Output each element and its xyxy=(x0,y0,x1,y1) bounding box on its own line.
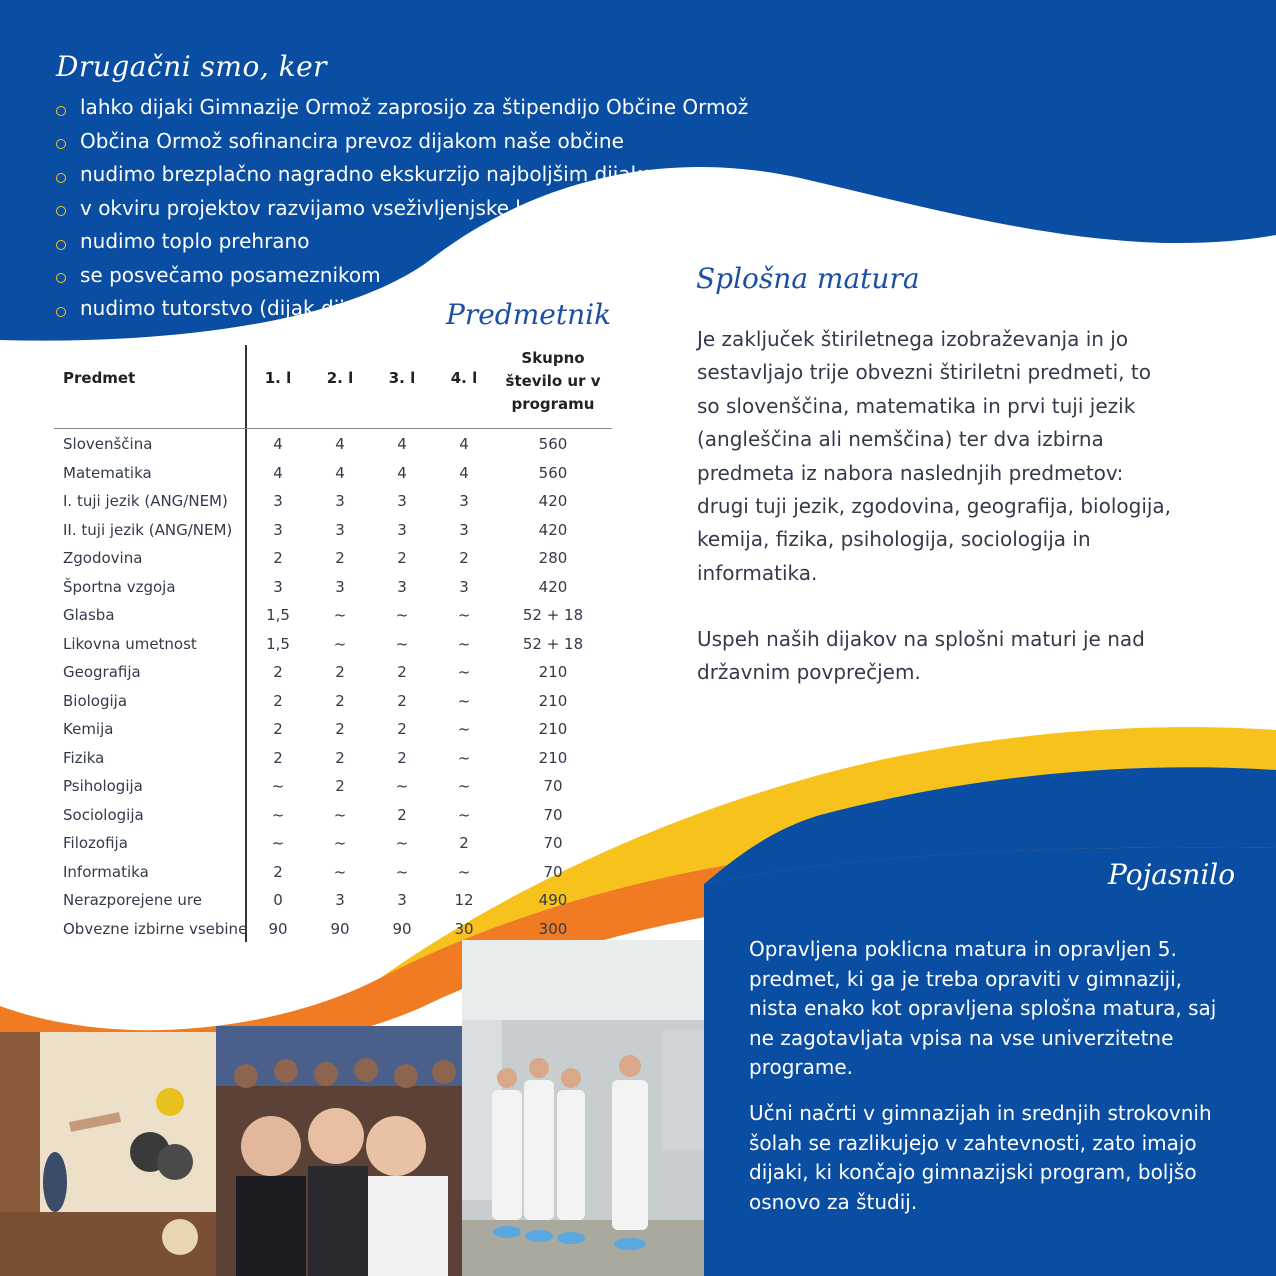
cell-year-4: ~ xyxy=(457,777,471,795)
bullet-ring-icon xyxy=(56,139,66,149)
cell-year-1: 0 xyxy=(273,891,283,909)
photo-students-group xyxy=(216,1026,462,1276)
table-row xyxy=(54,629,612,658)
cell-subject: Psihologija xyxy=(63,777,143,795)
cell-total: 70 xyxy=(543,805,563,824)
cell-year-1: 3 xyxy=(273,577,283,596)
advantage-text: nudimo toplo prehrano xyxy=(80,229,310,253)
cell-year-4: 30 xyxy=(454,919,474,938)
cell-year-4: ~ xyxy=(457,606,471,624)
cell-year-4: 12 xyxy=(454,891,474,909)
cell-subject: Športna vzgoja xyxy=(63,577,176,596)
table-row xyxy=(54,600,612,629)
table-row xyxy=(54,458,612,487)
cell-year-2: ~ xyxy=(333,634,347,653)
cell-year-4: 2 xyxy=(459,834,469,852)
table-row xyxy=(54,857,612,886)
cell-year-3: 2 xyxy=(397,663,407,681)
cell-total: 210 xyxy=(538,663,568,681)
cell-total: 210 xyxy=(538,691,568,710)
cell-year-2: 2 xyxy=(335,777,345,795)
cell-year-3: ~ xyxy=(395,606,409,624)
cell-total: 70 xyxy=(543,834,563,852)
advantage-text: se posvečamo posameznikom xyxy=(80,262,381,287)
cell-year-1: 4 xyxy=(273,463,283,482)
table-row xyxy=(54,515,612,544)
cell-year-2: 2 xyxy=(335,748,345,767)
table-row xyxy=(54,828,612,857)
cell-total: 70 xyxy=(543,862,563,881)
cell-year-4: ~ xyxy=(457,748,471,767)
cell-year-3: 2 xyxy=(397,549,407,567)
cell-total: 490 xyxy=(538,891,568,909)
cell-total: 420 xyxy=(538,492,568,510)
cell-subject: Matematika xyxy=(63,463,152,482)
cell-year-3: ~ xyxy=(395,777,409,795)
table-row xyxy=(54,686,612,715)
pojasnilo-paragraph-1: Opravljena poklicna matura in opravljen 5. predmet, ki ga je treba opraviti v gimnaziji, nista enako kot opravljena splošna matura, saj ne zagotavljata vpisa na vse univerzitetne programe. xyxy=(749,937,1217,1079)
cell-total: 420 xyxy=(538,577,568,596)
cell-year-4: 4 xyxy=(459,435,469,453)
bullet-ring-icon xyxy=(56,273,66,283)
table-row xyxy=(54,743,612,772)
cell-year-3: 2 xyxy=(397,805,407,824)
photo-school-hallway-mural xyxy=(0,1032,216,1276)
header-total-line-2: število ur v xyxy=(505,372,601,390)
advantage-item xyxy=(56,226,748,260)
table-row xyxy=(54,714,612,743)
pojasnilo-title: Pojasnilo xyxy=(1108,858,1236,891)
cell-year-1: 2 xyxy=(273,748,283,767)
cell-year-4: ~ xyxy=(457,634,471,653)
cell-year-1: ~ xyxy=(271,805,285,824)
top-title: Drugačni smo, ker xyxy=(56,50,328,83)
cell-total: 420 xyxy=(538,520,568,539)
cell-year-2: 3 xyxy=(335,577,345,596)
cell-year-3: ~ xyxy=(395,634,409,653)
cell-year-3: 2 xyxy=(397,748,407,767)
advantage-item xyxy=(56,92,748,126)
cell-year-4: 3 xyxy=(459,492,469,510)
cell-subject: Geografija xyxy=(63,663,141,681)
predmetnik-table xyxy=(54,345,612,942)
cell-subject: Fizika xyxy=(63,748,105,767)
advantage-item xyxy=(56,293,748,327)
cell-year-3: ~ xyxy=(395,834,409,852)
cell-year-1: 2 xyxy=(273,549,283,567)
cell-year-1: 2 xyxy=(273,720,283,738)
table-row xyxy=(54,885,612,914)
cell-subject: Biologija xyxy=(63,691,128,710)
cell-total: 210 xyxy=(538,748,568,767)
cell-year-2: 2 xyxy=(335,691,345,710)
cell-total: 300 xyxy=(538,919,568,938)
table-row xyxy=(54,486,612,515)
cell-year-1: 4 xyxy=(273,435,283,453)
advantage-item xyxy=(56,159,748,193)
cell-year-2: 3 xyxy=(335,492,345,510)
advantage-item xyxy=(56,260,748,294)
cell-year-4: 3 xyxy=(459,520,469,539)
advantage-item xyxy=(56,126,748,160)
cell-year-3: 3 xyxy=(397,891,407,909)
cell-year-1: 2 xyxy=(273,862,283,881)
table-row xyxy=(54,771,612,800)
cell-total: 560 xyxy=(538,435,568,453)
cell-year-1: 90 xyxy=(268,919,288,938)
cell-subject: Sociologija xyxy=(63,805,144,824)
cell-total: 70 xyxy=(543,777,563,795)
advantage-text: nudimo tutorstvo (dijak dijaku) xyxy=(80,296,389,320)
cell-year-4: 4 xyxy=(459,463,469,482)
cell-year-1: 1,5 xyxy=(266,606,290,624)
cell-year-3: 4 xyxy=(397,463,407,482)
header-year-4: 4. l xyxy=(450,369,478,387)
cell-year-2: 90 xyxy=(330,919,350,938)
cell-subject: Filozofija xyxy=(63,834,128,852)
cell-year-2: 4 xyxy=(335,463,345,482)
cell-year-3: 2 xyxy=(397,720,407,738)
advantage-item xyxy=(56,193,748,227)
cell-year-2: 3 xyxy=(335,891,345,909)
cell-year-4: ~ xyxy=(457,805,471,824)
cell-year-3: 3 xyxy=(397,577,407,596)
header-total-line-3: programu xyxy=(511,395,595,413)
cell-year-1: 1,5 xyxy=(266,634,290,653)
table-row xyxy=(54,800,612,829)
predmetnik-title: Predmetnik xyxy=(446,298,612,331)
cell-subject: Slovenščina xyxy=(63,435,153,453)
cell-year-1: 2 xyxy=(273,691,283,710)
cell-total: 52 + 18 xyxy=(522,634,584,653)
cell-year-4: ~ xyxy=(457,862,471,881)
bullet-ring-icon xyxy=(56,206,66,216)
cell-year-1: ~ xyxy=(271,834,285,852)
bullet-ring-icon xyxy=(56,240,66,250)
cell-year-4: 3 xyxy=(459,577,469,596)
bullet-ring-icon xyxy=(56,173,66,183)
cell-subject: Nerazporejene ure xyxy=(63,891,202,909)
table-row xyxy=(54,657,612,686)
matura-paragraph-2: Uspeh naših dijakov na splošni maturi je nad državnim povprečjem. xyxy=(697,627,1145,685)
cell-year-2: 3 xyxy=(335,520,345,539)
cell-year-1: ~ xyxy=(271,777,285,795)
cell-year-4: ~ xyxy=(457,691,471,710)
bullet-ring-icon xyxy=(56,106,66,116)
advantage-text: nudimo brezplačno nagradno ekskurzijo najboljšim dijakom xyxy=(80,162,674,186)
cell-subject: II. tuji jezik (ANG/NEM) xyxy=(63,520,233,539)
cell-year-4: ~ xyxy=(457,663,471,681)
pojasnilo-paragraph-2: Učni načrti v gimnazijah in srednjih strokovnih šolah se razlikujejo v zahtevnosti, zato imajo dijaki, ki končajo gimnazijski program, boljšo osnovo za študij. xyxy=(749,1101,1212,1214)
cell-total: 280 xyxy=(538,549,568,567)
advantages-list xyxy=(56,92,748,327)
bullet-ring-icon xyxy=(56,307,66,317)
cell-year-3: ~ xyxy=(395,862,409,881)
header-total-line-1: Skupno xyxy=(521,349,585,367)
cell-subject: Obvezne izbirne vsebine xyxy=(63,919,248,938)
matura-title: Splošna matura xyxy=(696,262,920,295)
advantage-text: v okviru projektov razvijamo vseživljenjske kompetence xyxy=(80,195,640,220)
cell-year-2: ~ xyxy=(333,805,347,824)
table-row xyxy=(54,914,612,943)
cell-year-4: ~ xyxy=(457,720,471,738)
advantage-text: Občina Ormož sofinancira prevoz dijakom naše občine xyxy=(80,128,624,153)
cell-year-4: 2 xyxy=(459,549,469,567)
photo-chemistry-lab xyxy=(462,940,704,1276)
table-row xyxy=(54,429,612,458)
cell-subject: Glasba xyxy=(63,606,115,624)
cell-year-1: 3 xyxy=(273,492,283,510)
matura-paragraph-1: Je zaključek štiriletnega izobraževanja in jo sestavljajo trije obvezni štiriletni predmeti, to so slovenščina, matematika in prvi tuji jezik (angleščina ali nemščina) ter dva izbirna predmeta iz nabora naslednjih predmetov: drugi tuji jezik, zgodovina, geografija, biologija, kemija, fizika, psihologija, sociologija in informatika. xyxy=(697,327,1172,585)
cell-year-2: ~ xyxy=(333,606,347,624)
cell-year-2: ~ xyxy=(333,862,347,881)
cell-subject: Kemija xyxy=(63,720,114,738)
cell-year-2: 4 xyxy=(335,435,345,453)
table-row xyxy=(54,543,612,572)
cell-year-3: 3 xyxy=(397,520,407,539)
cell-year-3: 4 xyxy=(397,435,407,453)
header-year-1: 1. l xyxy=(264,369,292,387)
table-row xyxy=(54,572,612,601)
advantage-text: lahko dijaki Gimnazije Ormož zaprosijo za štipendijo Občine Ormož xyxy=(80,95,749,119)
cell-year-2: 2 xyxy=(335,549,345,567)
table-header xyxy=(54,345,612,429)
table-body xyxy=(54,429,612,942)
header-total xyxy=(488,347,618,416)
cell-total: 560 xyxy=(538,463,568,482)
cell-year-1: 2 xyxy=(273,663,283,681)
header-year-2: 2. l xyxy=(326,369,354,387)
cell-subject: Likovna umetnost xyxy=(63,634,197,653)
cell-total: 210 xyxy=(538,720,568,738)
header-subject: Predmet xyxy=(63,369,136,387)
cell-subject: Zgodovina xyxy=(63,549,143,567)
cell-subject: I. tuji jezik (ANG/NEM) xyxy=(63,492,228,510)
cell-year-2: ~ xyxy=(333,834,347,852)
cell-year-1: 3 xyxy=(273,520,283,539)
cell-year-2: 2 xyxy=(335,663,345,681)
cell-total: 52 + 18 xyxy=(522,606,584,624)
cell-year-2: 2 xyxy=(335,720,345,738)
cell-subject: Informatika xyxy=(63,862,149,881)
cell-year-3: 90 xyxy=(392,919,412,938)
cell-year-3: 3 xyxy=(397,492,407,510)
header-year-3: 3. l xyxy=(388,369,416,387)
cell-year-3: 2 xyxy=(397,691,407,710)
